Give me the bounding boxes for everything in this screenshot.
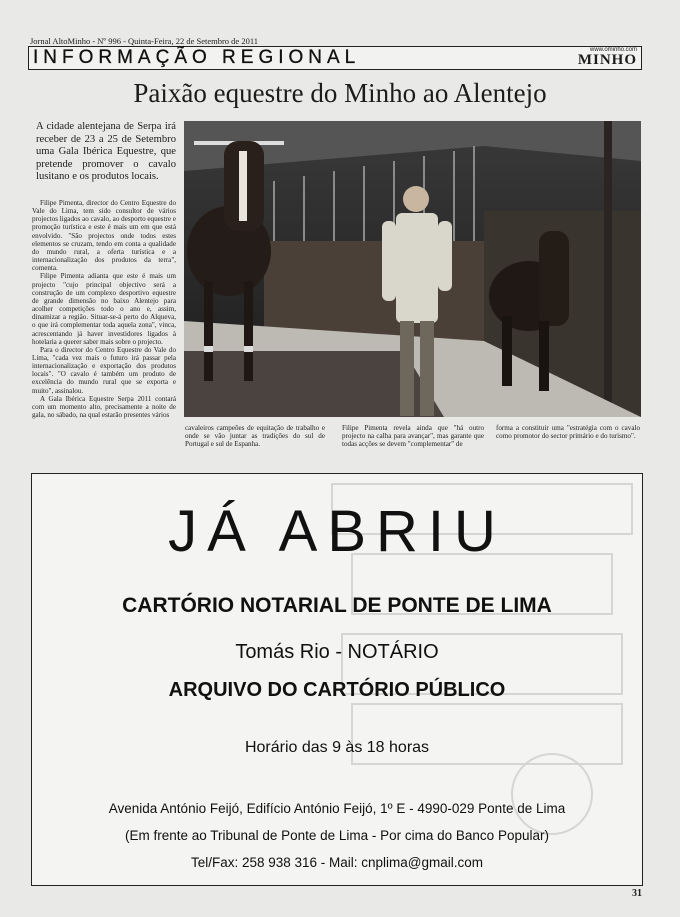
contact-line: Tel/Fax: 258 938 316 - Mail: cnplima@gmail.com bbox=[190, 855, 484, 870]
article-paragraph: A Gala Ibérica Equestre Serpa 2011 contará com um momento alto, precisamente a noite de gala, no sábado, na qual estarão presentes vários bbox=[32, 394, 176, 420]
archive-title: ARQUIVO DO CARTÓRIO PÚBLICO bbox=[168, 679, 506, 701]
stable-photo-illustration bbox=[184, 121, 641, 417]
article-column-4: forma a constituir uma "estratégia com o cavalo como promotor do sector primário e do turismo". bbox=[496, 424, 640, 441]
article-body-column bbox=[32, 199, 176, 419]
publication-line: Jornal AltoMinho - Nº 996 - Quinta-Feira, 22 de Setembro de 2011 bbox=[30, 36, 259, 46]
article-paragraph: Filipe Pimenta adianta que este é mais um projecto "cujo principal objectivo será a construção de um complexo desportivo equestre de grande dimensão no baixo Alentejo para acolher competições todo o ano e, assim, dinamizar a região. Situar-se-á perto do Alqueva, o que irá complementar toda aquela zona", vinca, acrescentando já haver investidores ligados à hotelaria a querer saber mais sobre o projecto. bbox=[32, 272, 176, 346]
page-number: 31 bbox=[632, 888, 642, 899]
article-paragraph: Filipe Pimenta, director do Centro Equestre do Vale do Lima, tem sido consultor de vários projectos ligados ao cavalo, ao desporto equestre e promoção turística e este é mais um em que está envolvido. "São projectos onde todos estes elementos se cruzam, tendo em conta a qualidade do mundo rural, a oferta turística e a internacionalização dos produtos da terra", comenta. bbox=[32, 199, 176, 273]
notary-office-name: CARTÓRIO NOTARIAL DE PONTE DE LIMA bbox=[122, 594, 552, 617]
article-column-3: Filipe Pimenta revela ainda que "há outro projecto na calha para avançar", mas garante que todas acções se devem "complementar" de bbox=[342, 424, 484, 449]
section-title: INFORMAÇÃO REGIONAL bbox=[33, 47, 361, 68]
ad-headline: JÁ ABRIU bbox=[168, 499, 506, 564]
article-column-2: cavaleiros campeões de equitação de trabalho e onde se vão juntar as tradições do sul de Portugal e sul de Espanha. bbox=[185, 424, 325, 449]
notary-name: Tomás Rio - NOTÁRIO bbox=[235, 641, 439, 663]
article-headline: Paixão equestre do Minho ao Alentejo bbox=[133, 78, 547, 108]
opening-hours: Horário das 9 às 18 horas bbox=[244, 739, 430, 756]
article-photo bbox=[184, 121, 641, 417]
article-lede: A cidade alentejana de Serpa irá receber de 23 a 25 de Setembro uma Gala Ibérica Equestre, que pretende promover o cavalo lusitano e os produtos locais. bbox=[36, 121, 176, 183]
notary-advertisement bbox=[31, 473, 643, 886]
office-address: Avenida António Feijó, Edifício António Feijó, 1º E - 4990-029 Ponte de Lima bbox=[108, 801, 566, 816]
logo-url: www.ominho.com bbox=[589, 47, 637, 53]
logo-word: MINHO bbox=[577, 52, 637, 68]
section-banner bbox=[28, 46, 642, 70]
article-paragraph: Para o director do Centro Equestre do Vale do Lima, "cada vez mais o futuro irá passar pela internacionalização e exportação dos produtos locais". "O cavalo é também um produto de excelência do mundo rural que se exporta e muito", assinalou. bbox=[32, 345, 176, 395]
minho-logo bbox=[535, 48, 639, 66]
office-landmark: (Em frente ao Tribunal de Ponte de Lima - Por cima do Banco Popular) bbox=[125, 828, 549, 843]
